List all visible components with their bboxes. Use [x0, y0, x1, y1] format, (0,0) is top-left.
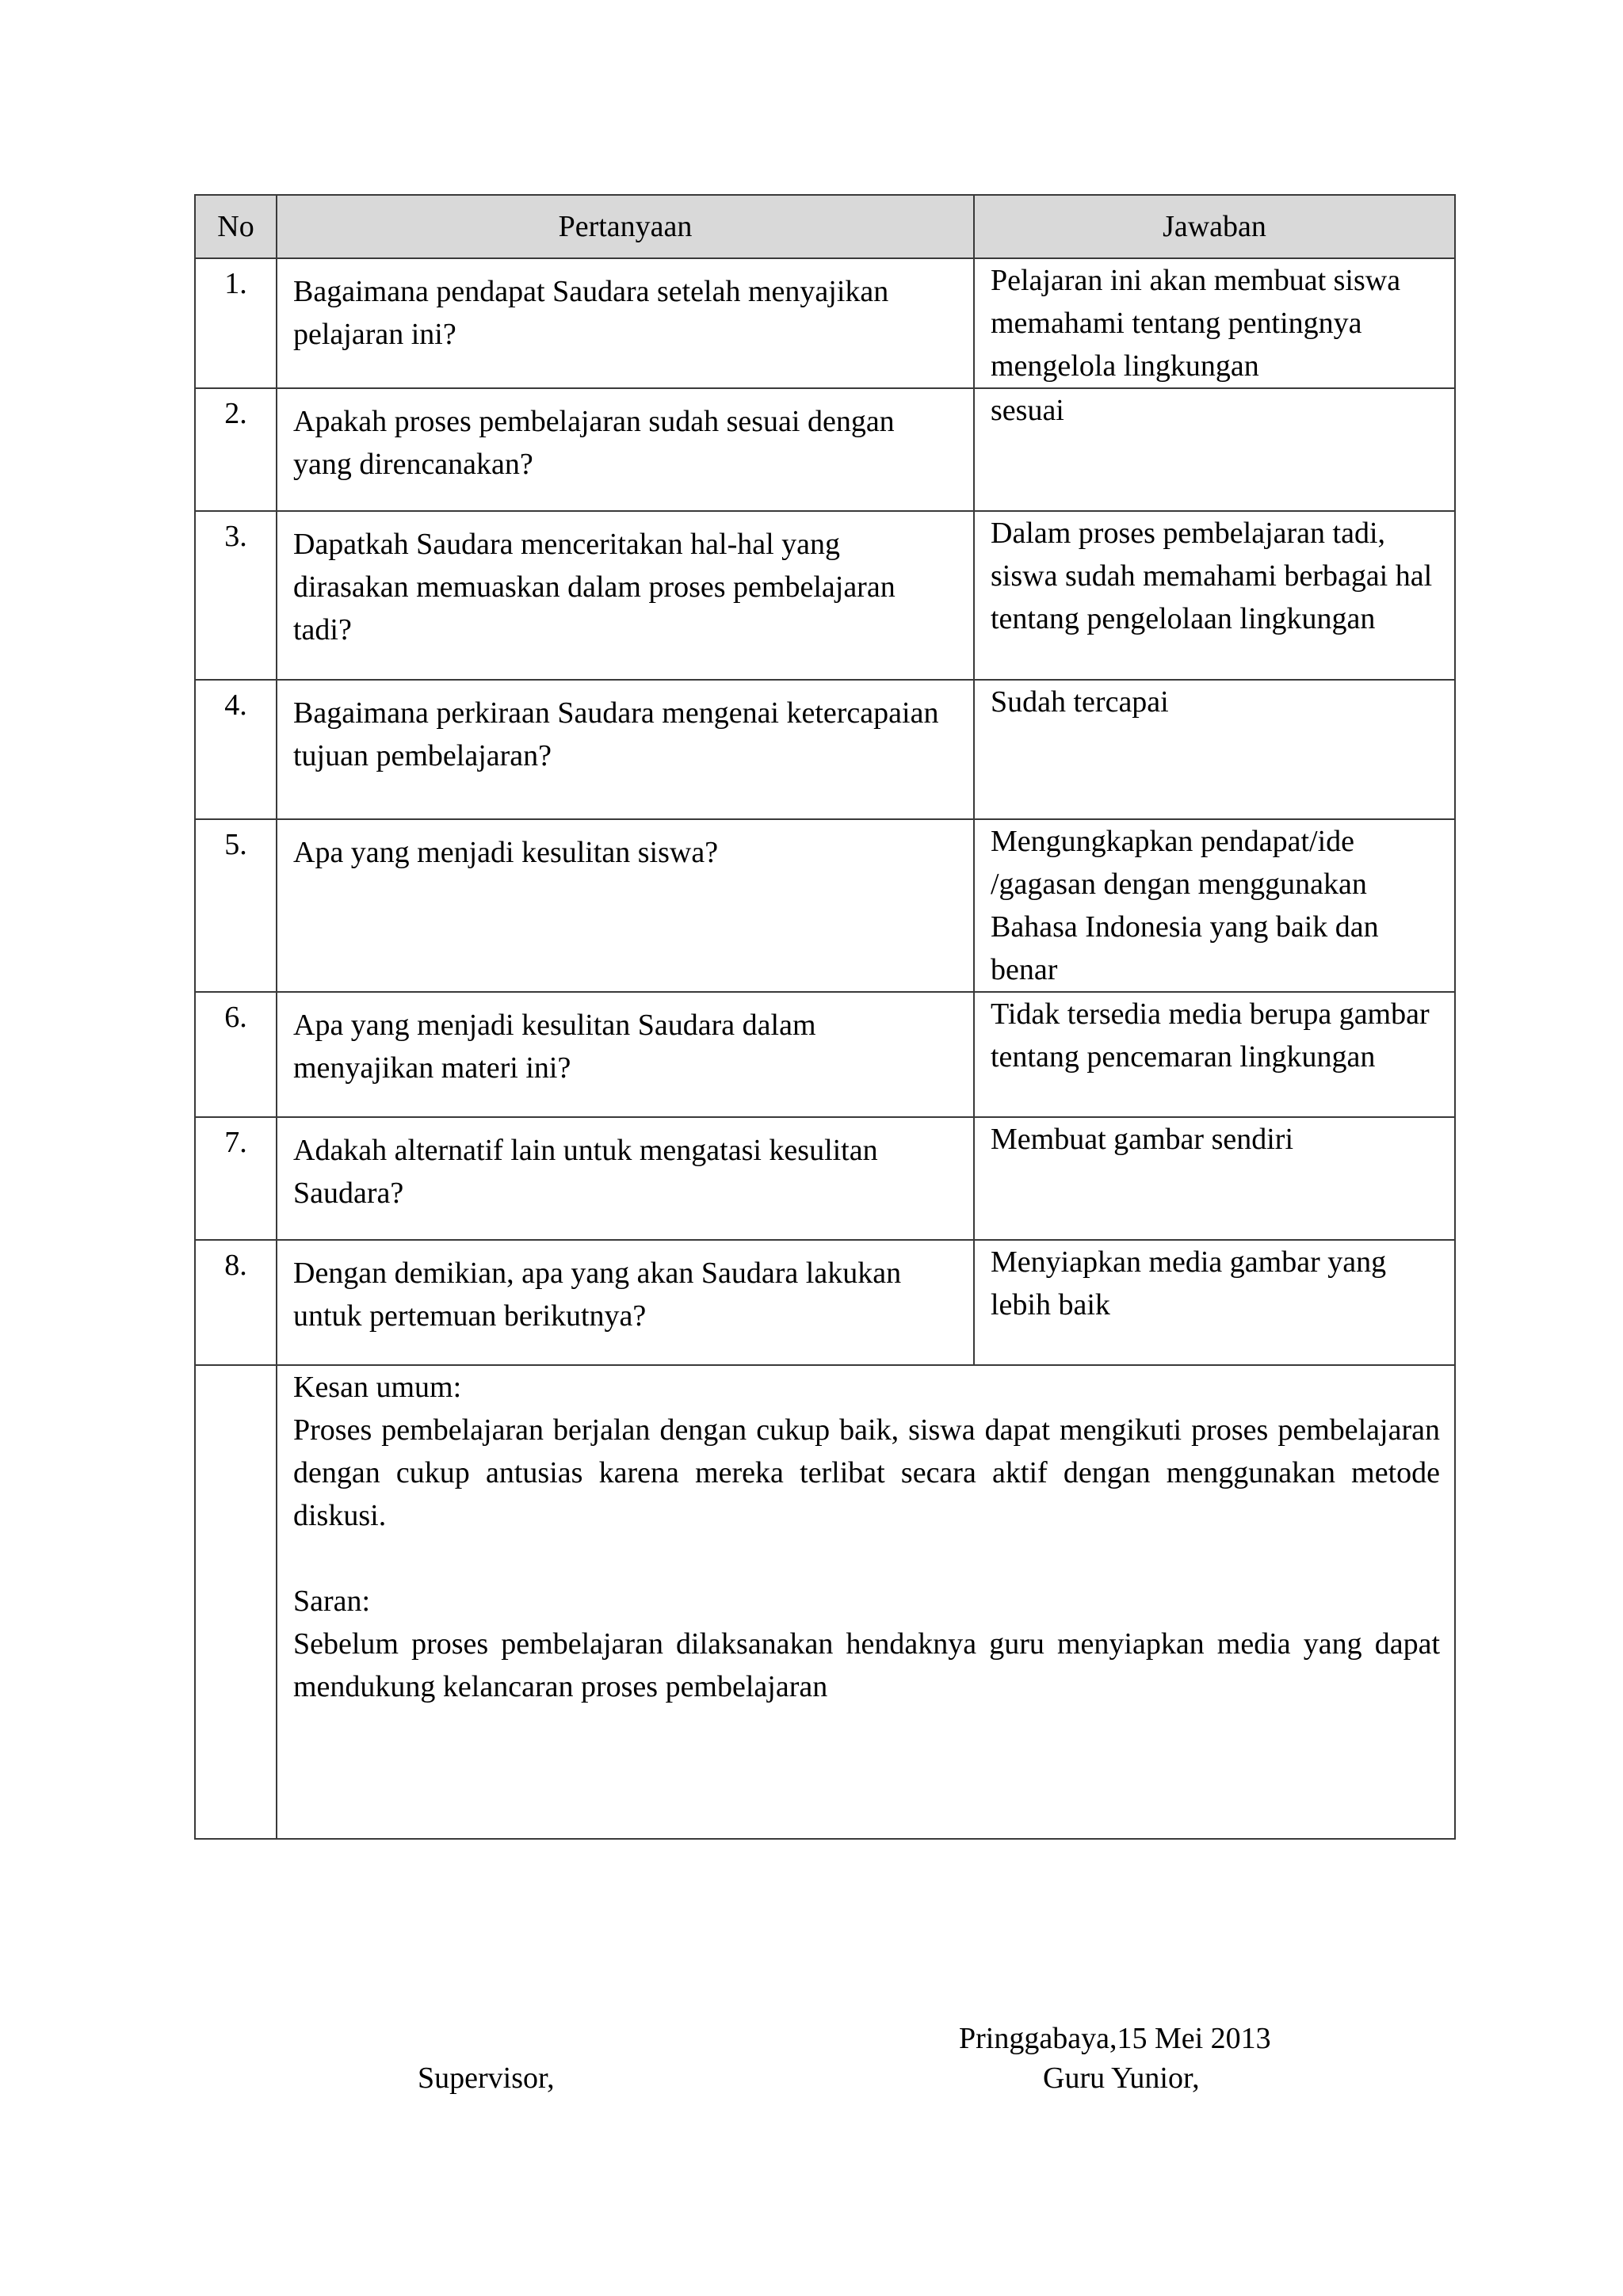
question-cell: Adakah alternatif lain untuk mengatasi kesulitan Saudara? [277, 1117, 974, 1240]
table-row [195, 1117, 1455, 1240]
header-answer: Jawaban [974, 195, 1455, 258]
table-row [195, 258, 1455, 388]
table-row [195, 819, 1455, 992]
place-date: Pringgabaya,15 Mei 2013 [959, 2022, 1271, 2055]
row-number: 7. [195, 1117, 277, 1240]
summary-spacer [293, 1537, 1440, 1580]
table-row [195, 680, 1455, 819]
answer-cell: Dalam proses pembelajaran tadi, siswa sudah memahami berbagai hal tentang pengelolaan lingkungan [974, 511, 1455, 680]
summary-no-cell [195, 1365, 277, 1839]
answer-cell: sesuai [974, 388, 1455, 511]
row-number: 5. [195, 819, 277, 992]
impression-text: Proses pembelajaran berjalan dengan cukup baik, siswa dapat mengikuti proses pembelajaran dengan cukup antusias karena mereka terlibat secara aktif dengan menggunakan metode diskusi. [293, 1413, 1440, 1532]
answer-cell: Pelajaran ini akan membuat siswa memahami tentang pentingnya mengelola lingkungan [974, 258, 1455, 388]
question-cell: Apa yang menjadi kesulitan Saudara dalam menyajikan materi ini? [277, 992, 974, 1117]
row-number: 6. [195, 992, 277, 1117]
summary-row [195, 1365, 1455, 1839]
header-question: Pertanyaan [277, 195, 974, 258]
row-number: 2. [195, 388, 277, 511]
header-no: No [195, 195, 277, 258]
table-row [195, 511, 1455, 680]
summary-cell [277, 1365, 1455, 1839]
question-cell: Bagaimana perkiraan Saudara mengenai ketercapaian tujuan pembelajaran? [277, 680, 974, 819]
table-header-row [195, 195, 1455, 258]
answer-cell: Sudah tercapai [974, 680, 1455, 819]
table-row [195, 388, 1455, 511]
supervisor-label: Supervisor, [418, 2061, 555, 2095]
row-number: 1. [195, 258, 277, 388]
supervisor-signature [418, 2058, 555, 2098]
impression-label: Kesan umum: [293, 1371, 462, 1404]
question-cell: Apakah proses pembelajaran sudah sesuai dengan yang direncanakan? [277, 388, 974, 511]
table-row [195, 1240, 1455, 1365]
answer-cell: Mengungkapkan pendapat/ide /gagasan dengan menggunakan Bahasa Indonesia yang baik dan benar [974, 819, 1455, 992]
question-cell: Bagaimana pendapat Saudara setelah menyajikan pelajaran ini? [277, 258, 974, 388]
answer-cell: Menyiapkan media gambar yang lebih baik [974, 1240, 1455, 1365]
reflection-table [194, 194, 1456, 1840]
suggestion-text: Sebelum proses pembelajaran dilaksanakan hendaknya guru menyiapkan media yang dapat mendukung kelancaran proses pembelajaran [293, 1627, 1440, 1703]
question-cell: Dengan demikian, apa yang akan Saudara lakukan untuk pertemuan berikutnya? [277, 1240, 974, 1365]
row-number: 8. [195, 1240, 277, 1365]
question-cell: Dapatkah Saudara menceritakan hal-hal yang dirasakan memuaskan dalam proses pembelajaran tadi? [277, 511, 974, 680]
table-row [195, 992, 1455, 1117]
answer-cell: Membuat gambar sendiri [974, 1117, 1455, 1240]
question-cell: Apa yang menjadi kesulitan siswa? [277, 819, 974, 992]
answer-cell: Tidak tersedia media berupa gambar tentang pencemaran lingkungan [974, 992, 1455, 1117]
row-number: 3. [195, 511, 277, 680]
row-number: 4. [195, 680, 277, 819]
suggestion-label: Saran: [293, 1585, 371, 1618]
teacher-label: Guru Yunior, [1043, 2061, 1200, 2095]
